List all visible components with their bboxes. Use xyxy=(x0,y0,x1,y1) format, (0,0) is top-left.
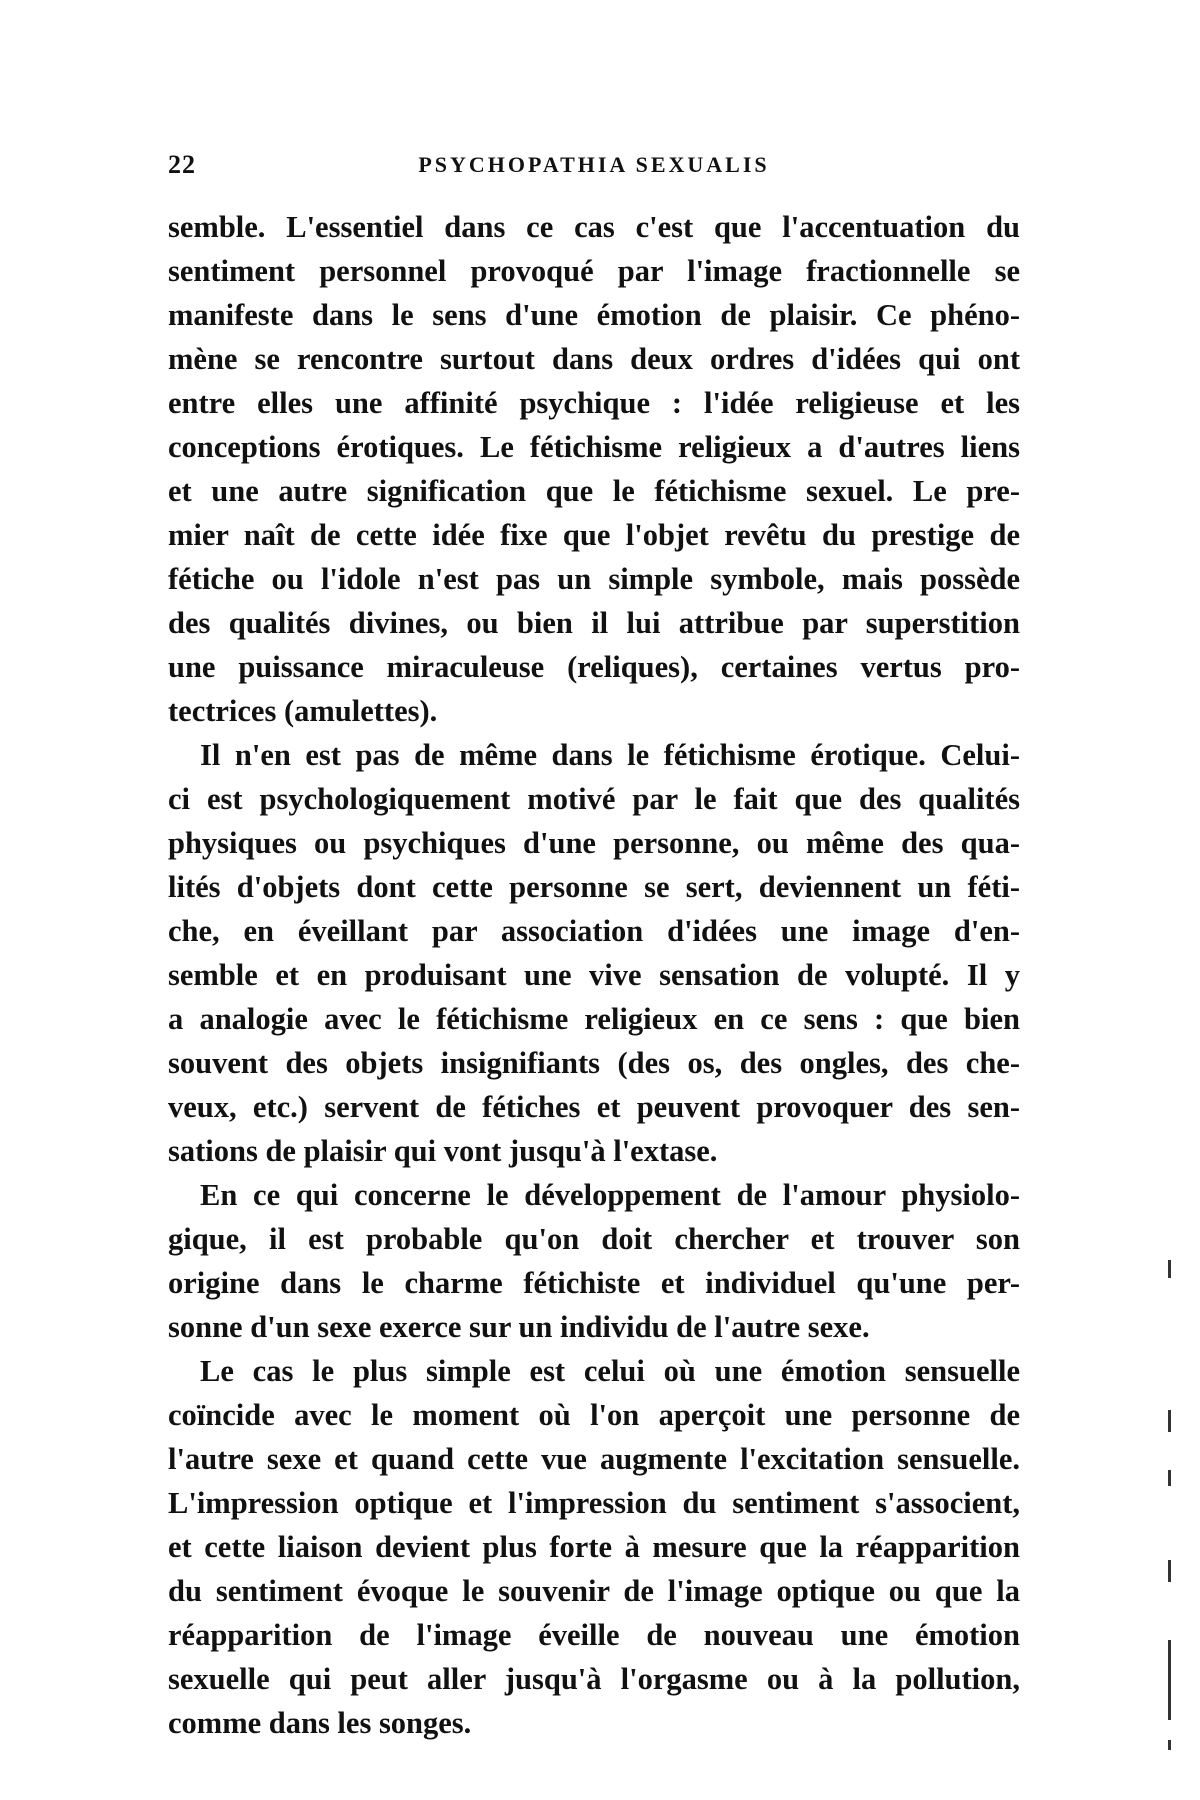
body-text xyxy=(168,205,1020,1745)
page-header xyxy=(168,150,1020,190)
text-line: l'autre sexe et quand cette vue augmente l'excitation sensuelle. xyxy=(168,1442,1020,1476)
margin-mark xyxy=(1168,1560,1171,1582)
text-line: comme dans les songes. xyxy=(168,1706,472,1740)
text-line: Le cas le plus simple est celui où une émotion sensuelle xyxy=(200,1354,1020,1388)
text-line: une puissance miraculeuse (reliques), certaines vertus pro- xyxy=(168,650,1020,684)
text-line: En ce qui concerne le développement de l'amour physiolo- xyxy=(200,1178,1020,1212)
text-line: mène se rencontre surtout dans deux ordres d'idées qui ont xyxy=(168,342,1020,376)
text-line: lités d'objets dont cette personne se sert, deviennent un féti- xyxy=(168,870,1020,904)
text-line: souvent des objets insignifiants (des os, des ongles, des che- xyxy=(168,1046,1020,1080)
text-line: tectrices (amulettes). xyxy=(168,694,438,728)
text-line: et cette liaison devient plus forte à mesure que la réapparition xyxy=(168,1530,1020,1564)
text-line: gique, il est probable qu'on doit chercher et trouver son xyxy=(168,1222,1020,1256)
text-line: semble et en produisant une vive sensation de volupté. Il y xyxy=(168,958,1020,992)
paragraph xyxy=(168,1173,1020,1349)
text-line: sentiment personnel provoqué par l'image fractionnelle se xyxy=(168,254,1020,288)
page-number: 22 xyxy=(168,150,196,179)
text-line: a analogie avec le fétichisme religieux en ce sens : que bien xyxy=(168,1002,1020,1036)
paragraph xyxy=(168,733,1020,1173)
text-line: L'impression optique et l'impression du sentiment s'associent, xyxy=(168,1486,1020,1520)
text-line: et une autre signification que le fétichisme sexuel. Le pre- xyxy=(168,474,1020,508)
text-line: du sentiment évoque le souvenir de l'image optique ou que la xyxy=(168,1574,1020,1608)
margin-mark xyxy=(1168,1260,1171,1278)
text-line: fétiche ou l'idole n'est pas un simple symbole, mais possède xyxy=(168,562,1020,596)
running-head: PSYCHOPATHIA SEXUALIS xyxy=(418,152,770,177)
margin-mark xyxy=(1168,1470,1171,1486)
text-line: coïncide avec le moment où l'on aperçoit une personne de xyxy=(168,1398,1020,1432)
text-line: sexuelle qui peut aller jusqu'à l'orgasme ou à la pollution, xyxy=(168,1662,1020,1696)
text-line: Il n'en est pas de même dans le fétichisme érotique. Celui- xyxy=(200,738,1020,772)
margin-mark xyxy=(1168,1740,1171,1750)
text-line: semble. L'essentiel dans ce cas c'est que l'accentuation du xyxy=(168,210,1020,244)
text-line: entre elles une affinité psychique : l'idée religieuse et les xyxy=(168,386,1020,420)
text-line: conceptions érotiques. Le fétichisme religieux a d'autres liens xyxy=(168,430,1020,464)
text-line: ci est psychologiquement motivé par le fait que des qualités xyxy=(168,782,1020,816)
text-line: sations de plaisir qui vont jusqu'à l'extase. xyxy=(168,1134,718,1168)
text-line: physiques ou psychiques d'une personne, ou même des qua- xyxy=(168,826,1020,860)
margin-mark xyxy=(1168,1410,1171,1432)
text-line: veux, etc.) servent de fétiches et peuvent provoquer des sen- xyxy=(168,1090,1020,1124)
paragraph xyxy=(168,1349,1020,1745)
text-line: origine dans le charme fétichiste et individuel qu'une per- xyxy=(168,1266,1020,1300)
text-line: sonne d'un sexe exerce sur un individu de l'autre sexe. xyxy=(168,1310,870,1344)
text-line: mier naît de cette idée fixe que l'objet revêtu du prestige de xyxy=(168,518,1020,552)
text-line: manifeste dans le sens d'une émotion de plaisir. Ce phéno- xyxy=(168,298,1020,332)
paragraph xyxy=(168,205,1020,733)
paragraph-container xyxy=(168,205,1020,1745)
text-line: réapparition de l'image éveille de nouveau une émotion xyxy=(168,1618,1020,1652)
text-line: che, en éveillant par association d'idées une image d'en- xyxy=(168,914,1020,948)
margin-marks xyxy=(1168,1260,1188,1760)
margin-mark xyxy=(1168,1640,1171,1720)
text-line: des qualités divines, ou bien il lui attribue par superstition xyxy=(168,606,1020,640)
